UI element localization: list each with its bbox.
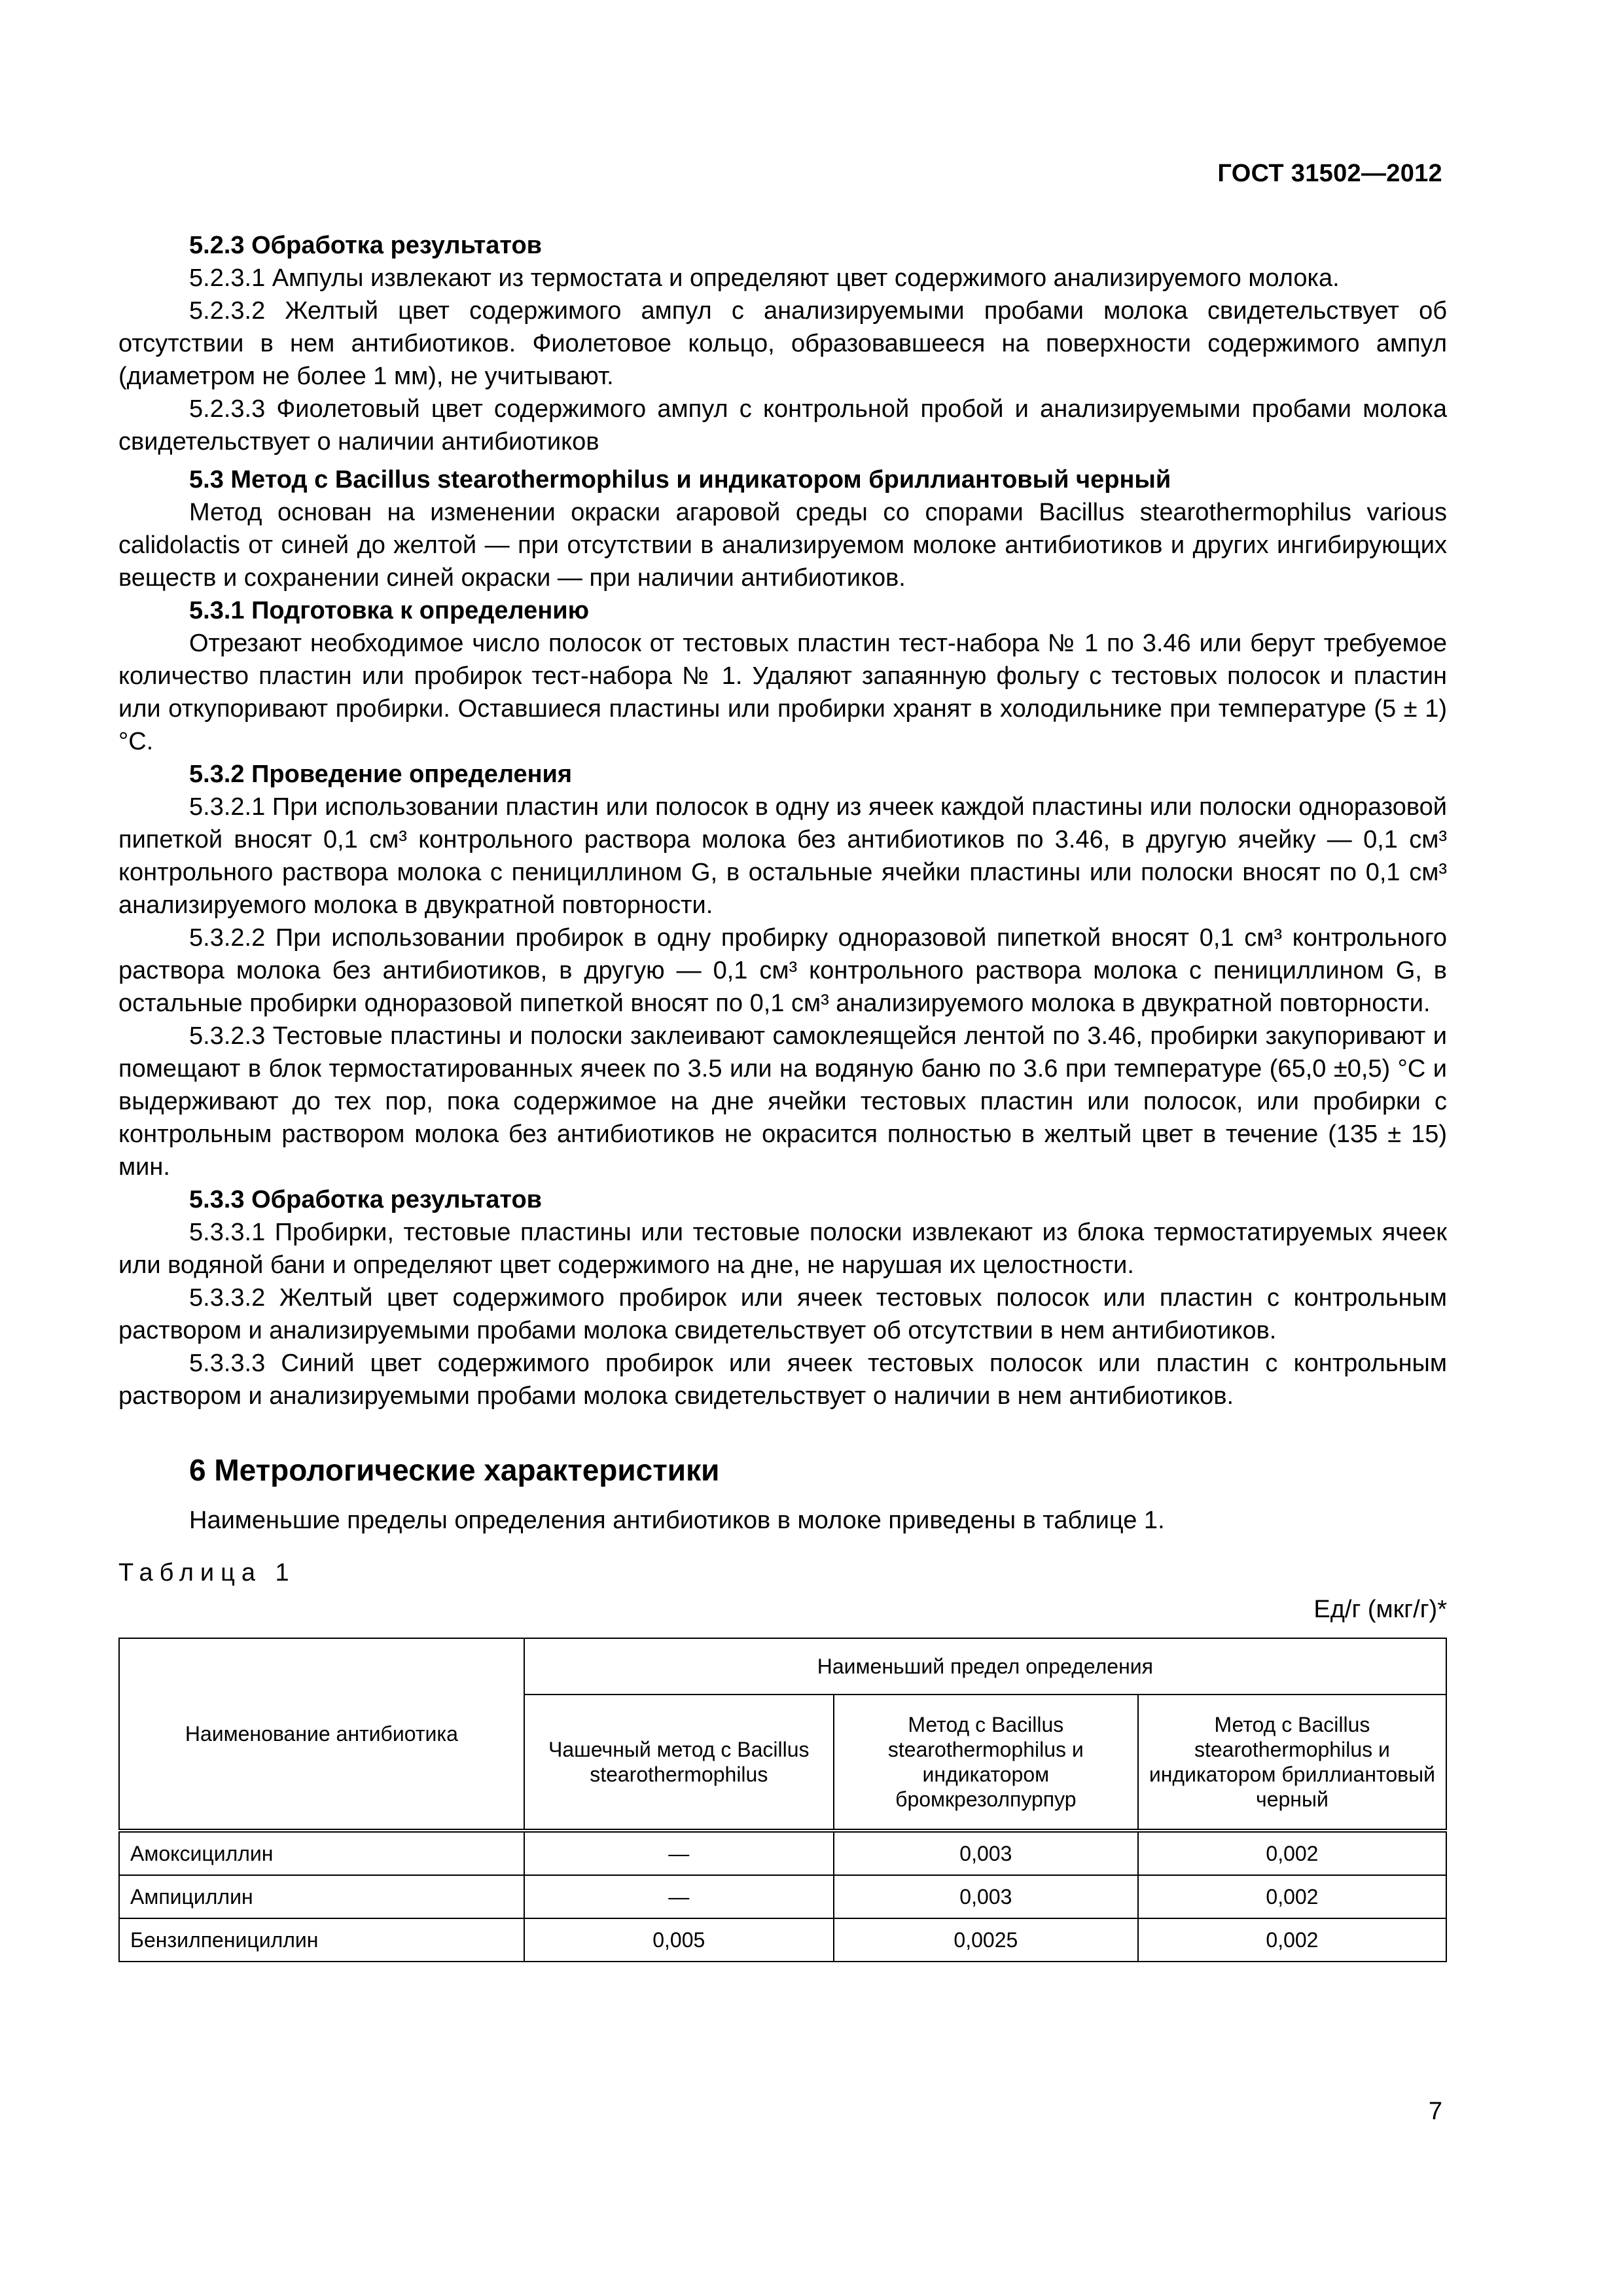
brilliant-black-value: 0,002 xyxy=(1138,1918,1446,1962)
header-detection-limit: Наименьший предел определения xyxy=(524,1638,1446,1695)
cup-method-value: — xyxy=(524,1831,834,1875)
heading-5-3-2: 5.3.2 Проведение определения xyxy=(189,761,573,788)
paragraph-5-3-3-3: 5.3.3.3 Синий цвет содержимого пробирок или ячеек тестовых полосок или пластин с контрольным раствором и анализируемыми пробами молока свидетельствует о наличии в нем антибиотиков. xyxy=(118,1350,1447,1410)
table-row xyxy=(119,1831,1446,1875)
table-row xyxy=(119,1918,1446,1962)
table-header-row-1 xyxy=(119,1638,1446,1695)
limits-table xyxy=(118,1638,1447,1962)
page-content xyxy=(118,229,1447,1962)
heading-5-2-3: 5.2.3 Обработка результатов xyxy=(189,232,543,259)
table-row xyxy=(119,1875,1446,1918)
paragraph-5-2-3-2: 5.2.3.2 Желтый цвет содержимого ампул с анализируемыми пробами молока свидетельствует об отсутствии в нем антибиотиков. Фиолетовое кольцо, образовавшееся на поверхности содержимого ампул (диаметром не более 1 мм), не учитывают. xyxy=(118,297,1447,390)
paragraph-5-2-3-3: 5.2.3.3 Фиолетовый цвет содержимого ампул с контрольной пробой и анализируемыми пробами молока свидетельствует о наличии антибиотиков xyxy=(118,395,1447,456)
table-label: Таблица 1 xyxy=(118,1559,296,1587)
paragraph-5-3-2-1: 5.3.2.1 При использовании пластин или полосок в одну из ячеек каждой пластины или полоски одноразовой пипеткой вносят 0,1 см³ контрольного раствора молока без антибиотиков по 3.46, в другую ячейку — 0,1 см³ контрольного раствора молока с пенициллином G, в остальные ячейки пластины или полоски вносят по 0,1 см³ анализируемого молока в двукратной повторности. xyxy=(118,793,1447,919)
brilliant-black-value: 0,002 xyxy=(1138,1875,1446,1918)
heading-5-3: 5.3 Метод с Bacillus stearothermophilus и индикатором бриллиантовый черный xyxy=(189,466,1171,493)
document-code: ГОСТ 31502—2012 xyxy=(1217,160,1442,187)
header-antibiotic-name: Наименование антибиотика xyxy=(119,1638,524,1831)
bromcresol-value: 0,0025 xyxy=(834,1918,1138,1962)
paragraph-5-3-1: Отрезают необходимое число полосок от тестовых пластин тест-набора № 1 по 3.46 или берут требуемое количество пластин или пробирок тест-набора № 1. Удаляют запаянную фольгу с тестовых полосок и пластин или откупоривают пробирки. Оставшиеся пластины или пробирки хранят в холодильнике при температуре (5 ± 1) °С. xyxy=(118,630,1447,755)
paragraph-5-3-intro: Метод основан на изменении окраски агаровой среды со спорами Bacillus stearothermophilus various calidolactis от синей до желтой — при отсутствии в анализируемом молоке антибиотиков и других ингибирующих веществ и сохранении синей окраски — при наличии антибиотиков. xyxy=(118,499,1447,592)
cup-method-value: 0,005 xyxy=(524,1918,834,1962)
table-units: Ед/г (мкг/г)* xyxy=(1313,1596,1447,1623)
paragraph-5-3-3-1: 5.3.3.1 Пробирки, тестовые пластины или тестовые полоски извлекают из блока термостатируемых ячеек или водяной бани и определяют цвет содержимого на дне, не нарушая их целостности. xyxy=(118,1219,1447,1279)
bromcresol-value: 0,003 xyxy=(834,1831,1138,1875)
cup-method-value: — xyxy=(524,1875,834,1918)
paragraph-5-3-2-3: 5.3.2.3 Тестовые пластины и полоски заклеивают самоклеящейся лентой по 3.46, пробирки закупоривают и помещают в блок термостатированных ячеек по 3.5 или на водяную баню по 3.6 при температуре (65,0 ±0,5) °С и выдерживают до тех пор, пока содержимое на дне ячейки тестовых пластин или полосок, или пробирки с контрольным раствором молока без антибиотиков не окрасится полностью в желтый цвет в течение (135 ± 15) мин. xyxy=(118,1022,1447,1181)
paragraph-5-2-3-1: 5.2.3.1 Ампулы извлекают из термостата и определяют цвет содержимого анализируемого молока. xyxy=(189,264,1340,292)
antibiotic-name: Ампициллин xyxy=(119,1875,524,1918)
header-cup-method: Чашечный метод с Bacillus stearothermophilus xyxy=(524,1695,834,1831)
header-brilliant-black-method: Метод с Bacillus stearothermophilus и индикатором бриллиантовый черный xyxy=(1138,1695,1446,1831)
page-number: 7 xyxy=(1428,2098,1442,2125)
header-bromcresol-method: Метод с Bacillus stearothermophilus и индикатором бромкрезолпурпур xyxy=(834,1695,1138,1831)
heading-5-3-1: 5.3.1 Подготовка к определению xyxy=(189,597,590,624)
antibiotic-name: Амоксициллин xyxy=(119,1831,524,1875)
section-6-title: 6 Метрологические характеристики xyxy=(189,1453,720,1487)
antibiotic-name: Бензилпенициллин xyxy=(119,1918,524,1962)
paragraph-6: Наименьшие пределы определения антибиотиков в молоке приведены в таблице 1. xyxy=(189,1507,1165,1534)
paragraph-5-3-2-2: 5.3.2.2 При использовании пробирок в одну пробирку одноразовой пипеткой вносят 0,1 см³ контрольного раствора молока без антибиотиков, в другую — 0,1 см³ контрольного раствора молока с пенициллином G, в остальные пробирки одноразовой пипеткой вносят по 0,1 см³ анализируемого молока в двукратной повторности. xyxy=(118,924,1447,1017)
brilliant-black-value: 0,002 xyxy=(1138,1831,1446,1875)
bromcresol-value: 0,003 xyxy=(834,1875,1138,1918)
paragraph-5-3-3-2: 5.3.3.2 Желтый цвет содержимого пробирок или ячеек тестовых полосок или пластин с контрольным раствором и анализируемыми пробами молока свидетельствует об отсутствии в нем антибиотиков. xyxy=(118,1284,1447,1344)
heading-5-3-3: 5.3.3 Обработка результатов xyxy=(189,1186,543,1213)
